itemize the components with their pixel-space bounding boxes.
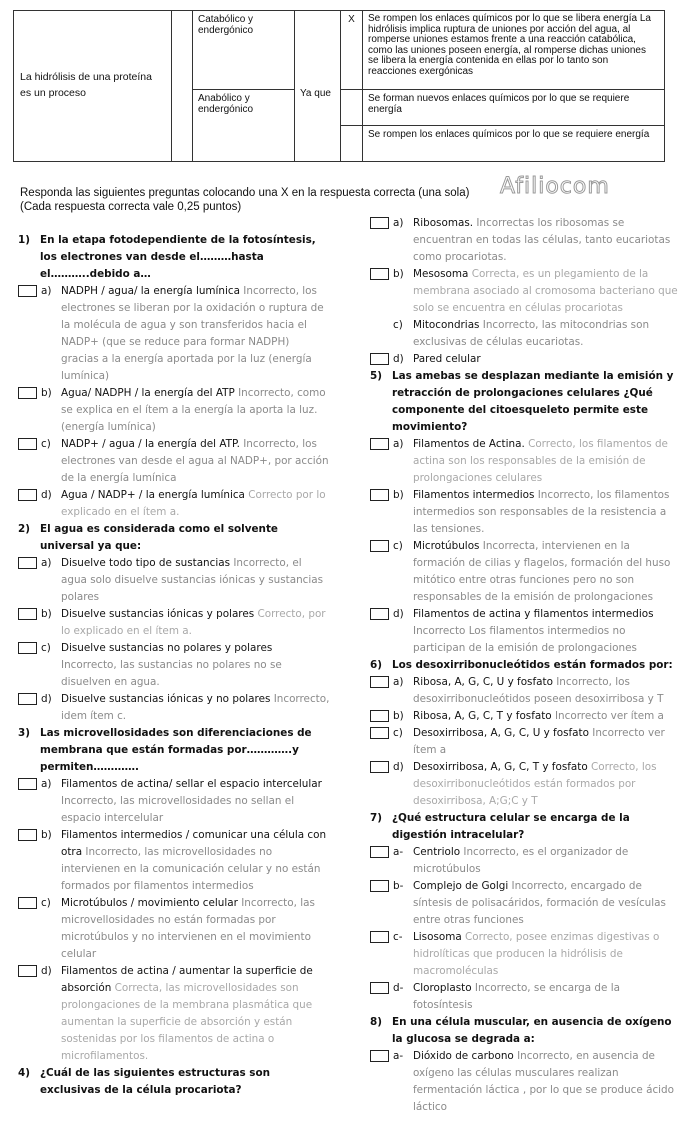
- answer-checkbox[interactable]: [370, 608, 389, 620]
- answer-checkbox[interactable]: [18, 489, 37, 501]
- instructions-line-1: Responda las siguientes preguntas colocando una X en la respuesta correcta (una sola): [20, 187, 470, 199]
- option-1c: c) NADP+ / agua / la energía del ATP. Incorrecto, los electrones van desde el agua al NADP+, por acción de la energía lumínica: [18, 436, 330, 487]
- option-5d: d) Filamentos de actina y filamentos intermedios Incorrecto Los filamentos intermedios no participan de la emisión de prolongaciones: [370, 606, 680, 657]
- answer-checkbox[interactable]: [370, 846, 389, 858]
- option-4a: a) Ribosomas. Incorrectas los ribosomas se encuentran en todas las células, tanto eucariotas como procariotas.: [370, 215, 680, 266]
- option-3d: d) Filamentos de actina / aumentar la superficie de absorción Correcta, las microvellosidades son prolongaciones de la membrana plasmática que aumentan la superficie de absorción y están sostenidas por los filamentos de actina o microfilamentos.: [18, 963, 330, 1065]
- answer-checkbox[interactable]: [370, 761, 389, 773]
- option-7c: c- Lisosoma Correcto, posee enzimas digestivas o hidrolíticas que producen la hidrólisis de macromoléculas: [370, 929, 680, 980]
- hydrolysis-table: [13, 10, 665, 162]
- option-4c: c) Mitocondrias Incorrecto, las mitocondrias son exclusivas de células eucariotas.: [393, 319, 650, 348]
- answer-checkbox[interactable]: [370, 727, 389, 739]
- question-2: 2) El agua es considerada como el solvente universal ya que:: [18, 523, 278, 552]
- answer-checkbox[interactable]: [370, 353, 389, 365]
- answer-checkbox[interactable]: [18, 557, 37, 569]
- answer-checkbox[interactable]: [370, 931, 389, 943]
- question-7: 7) ¿Qué estructura celular se encarga de la digestión intracelular?: [370, 812, 630, 841]
- reason-2: Se forman nuevos enlaces químicos por lo que se requiere energía: [363, 90, 665, 126]
- option-5a: a) Filamentos de Actina. Correcto, los filamentos de actina son los responsables de la emisión de prolongaciones celulares: [370, 436, 680, 487]
- option-anabolico: Anabólico y endergónico: [193, 90, 295, 162]
- option-6a: a) Ribosa, A, G, C, U y fosfato Incorrecto, los desoxirribonucleótidos poseen desoxirribosa y T: [370, 674, 680, 708]
- answer-checkbox[interactable]: [370, 217, 389, 229]
- option-4d: d) Pared celular: [370, 351, 680, 368]
- answer-checkbox[interactable]: [18, 608, 37, 620]
- question-4: 4) ¿Cuál de las siguientes estructuras son exclusivas de la célula procariota?: [18, 1067, 271, 1096]
- answer-checkbox[interactable]: [370, 540, 389, 552]
- answer-checkbox[interactable]: [370, 489, 389, 501]
- table-empty-cell: [172, 11, 193, 162]
- answer-checkbox[interactable]: [370, 268, 389, 280]
- answer-checkbox[interactable]: [370, 880, 389, 892]
- answer-checkbox[interactable]: [370, 676, 389, 688]
- option-7a: a- Centriolo Incorrecto, es el organizador de microtúbulos: [370, 844, 680, 878]
- option-1d: d) Agua / NADP+ / la energía lumínica Correcto por lo explicado en el ítem a.: [18, 487, 330, 521]
- option-8a: a- Dióxido de carbono Incorrecto, en ausencia de oxígeno las células musculares realizan fermentación láctica , por lo que se produce ácido láctico: [370, 1048, 680, 1116]
- option-3b: b) Filamentos intermedios / comunicar una célula con otra Incorrecto, las microvellosidades no intervienen en la comunicación celular y no están formados por filamentos intermedios: [18, 827, 330, 895]
- check-mark: X: [341, 11, 363, 90]
- question-1: 1) En la etapa fotodependiente de la fotosíntesis, los electrones van desde el………hasta el………..debido a…: [18, 234, 316, 280]
- option-1a: a) NADPH / agua/ la energía lumínica Incorrecto, los electrones se liberan por la oxidación o ruptura de la molécula de agua y son transferidos hacia el NADP+ (que se reduce para formar NADPH) gracias a la energía aportada por la luz (energía lumínica): [18, 283, 330, 385]
- question-3: 3) Las microvellosidades son diferenciaciones de membrana que están formadas por………….y permiten………….: [18, 727, 312, 773]
- option-3c: c) Microtúbulos / movimiento celular Incorrecto, las microvellosidades no están formadas por microtúbulos y no intervienen en el movimiento celular: [18, 895, 330, 963]
- instructions: [20, 187, 469, 215]
- answer-checkbox[interactable]: [370, 1050, 389, 1062]
- option-5b: b) Filamentos intermedios Incorrecto, los filamentos intermedios son responsables de la resistencia a las tensiones.: [370, 487, 680, 538]
- instructions-line-2: (Cada respuesta correcta vale 0,25 puntos): [20, 200, 242, 213]
- option-3a: a) Filamentos de actina/ sellar el espacio intercelular Incorrecto, las microvellosidades no sellan el espacio intercelular: [18, 776, 330, 827]
- option-1b: b) Agua/ NADPH / la energía del ATP Incorrecto, como se explica en el ítem a la energía la aporta la luz.(energía lumínica): [18, 385, 330, 436]
- option-2c: c) Disuelve sustancias no polares y polares Incorrecto, las sustancias no polares no se disuelven en agua.: [18, 640, 330, 691]
- question-5: 5) Las amebas se desplazan mediante la emisión y retracción de prolongaciones celulares ¿Qué componente del citoesqueleto permite este movimiento?: [370, 370, 674, 433]
- check-cell-2: [341, 90, 363, 126]
- watermark: Afiliocom: [500, 174, 610, 199]
- answer-checkbox[interactable]: [18, 965, 37, 977]
- answer-checkbox[interactable]: [18, 438, 37, 450]
- answer-checkbox[interactable]: [18, 829, 37, 841]
- answer-checkbox[interactable]: [370, 438, 389, 450]
- table-stem: La hidrólisis de una proteína es un proceso: [14, 11, 172, 162]
- answer-checkbox[interactable]: [18, 387, 37, 399]
- ya-que-label: Ya que: [295, 11, 341, 162]
- answer-checkbox[interactable]: [18, 642, 37, 654]
- option-5c: c) Microtúbulos Incorrecta, intervienen en la formación de cilias y flagelos, formación del huso mitótico entre otras funciones pero no son responsables de la emisión de prolongaciones: [370, 538, 680, 606]
- answer-checkbox[interactable]: [18, 693, 37, 705]
- question-6: 6) Los desoxirribonucleótidos están formados por:: [370, 659, 673, 671]
- option-2b: b) Disuelve sustancias iónicas y polares Correcto, por lo explicado en el ítem a.: [18, 606, 330, 640]
- option-7b: b- Complejo de Golgi Incorrecto, encargado de síntesis de polisacáridos, formación de vesículas entre otras funciones: [370, 878, 680, 929]
- question-8: 8) En una célula muscular, en ausencia de oxígeno la glucosa se degrada a:: [370, 1016, 672, 1045]
- reason-1: Se rompen los enlaces químicos por lo que se libera energía La hidrólisis implica ruptura de uniones por acción del agua, al romperse uniones estamos frente a una reacción catabólica, como las uniones poseen energía, al romperse dichas uniones se libera la energía contenida en ellas por lo tanto son reacciones exergónicas: [363, 11, 665, 90]
- answer-checkbox[interactable]: [370, 982, 389, 994]
- option-catabolico: Catabólico y endergónico: [193, 11, 295, 90]
- answer-checkbox[interactable]: [18, 285, 37, 297]
- option-2a: a) Disuelve todo tipo de sustancias Incorrecto, el agua solo disuelve sustancias iónicas y sustancias polares: [18, 555, 330, 606]
- option-7d: d- Cloroplasto Incorrecto, se encarga de la fotosíntesis: [370, 980, 680, 1014]
- option-6c: c) Desoxirribosa, A, G, C, U y fosfato Incorrecto ver ítem a: [370, 725, 680, 759]
- option-6d: d) Desoxirribosa, A, G, C, T y fosfato Correcto, los desoxirribonucleótidos están formados por desoxirribosa, A;G;C y T: [370, 759, 680, 810]
- option-4b: b) Mesosoma Correcta, es un plegamiento de la membrana asociado al cromosoma bacteriano que solo se encuentra en células procariotas: [370, 266, 680, 317]
- option-2d: d) Disuelve sustancias iónicas y no polares Incorrecto, idem ítem c.: [18, 691, 330, 725]
- check-cell-3: [341, 126, 363, 162]
- answer-checkbox[interactable]: [370, 710, 389, 722]
- option-6b: b) Ribosa, A, G, C, T y fosfato Incorrecto ver ítem a: [370, 708, 680, 725]
- left-column: [18, 232, 330, 1099]
- right-column: [370, 215, 680, 1116]
- answer-checkbox[interactable]: [18, 897, 37, 909]
- answer-checkbox[interactable]: [18, 778, 37, 790]
- reason-3: Se rompen los enlaces químicos por lo que se requiere energía: [363, 126, 665, 162]
